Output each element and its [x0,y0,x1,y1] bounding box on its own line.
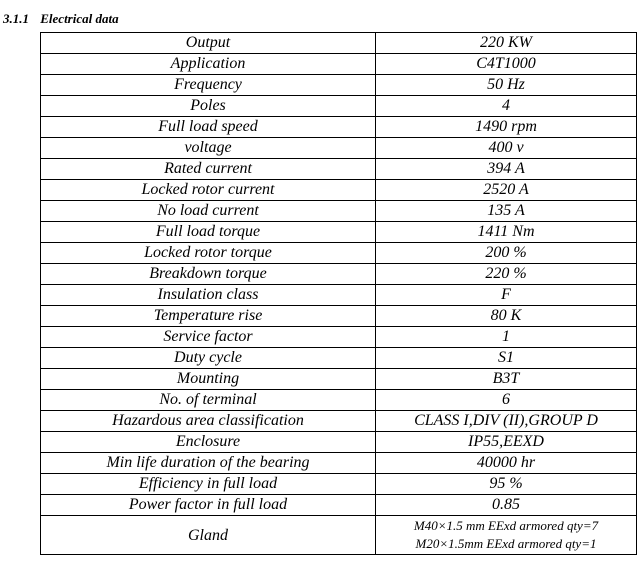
parameter-value: 2520 A [376,180,637,201]
table-row [41,117,637,138]
parameter-value: CLASS I,DIV (II),GROUP D [376,411,637,432]
parameter-label: Insulation class [41,285,376,306]
electrical-data-body [41,33,637,555]
table-row [41,411,637,432]
parameter-label: Full load torque [41,222,376,243]
parameter-label: Poles [41,96,376,117]
table-row [41,54,637,75]
table-row [41,33,637,54]
table-row [41,474,637,495]
parameter-label: Hazardous area classification [41,411,376,432]
parameter-label: Output [41,33,376,54]
parameter-value: 80 K [376,306,637,327]
parameter-label: No load current [41,201,376,222]
parameter-label: Temperature rise [41,306,376,327]
parameter-label: Duty cycle [41,348,376,369]
parameter-label: Frequency [41,75,376,96]
parameter-value: 220 % [376,264,637,285]
table-row [41,327,637,348]
parameter-value: 220 KW [376,33,637,54]
table-row [41,243,637,264]
parameter-value: 50 Hz [376,75,637,96]
table-row [41,348,637,369]
parameter-label: Rated current [41,159,376,180]
parameter-label: Locked rotor current [41,180,376,201]
parameter-label: Breakdown torque [41,264,376,285]
gland-label: Gland [41,516,376,555]
table-row [41,201,637,222]
parameter-label: Efficiency in full load [41,474,376,495]
table-row [41,495,637,516]
parameter-value: 1490 rpm [376,117,637,138]
table-row [41,264,637,285]
table-row [41,222,637,243]
gland-line-1: M40×1.5 mm EExd armored qty=7 [413,518,599,533]
parameter-value: 394 A [376,159,637,180]
parameter-value: 40000 hr [376,453,637,474]
table-row [41,159,637,180]
electrical-data-table [40,32,637,555]
parameter-label: Application [41,54,376,75]
table-row [41,75,637,96]
table-row [41,390,637,411]
parameter-label: Power factor in full load [41,495,376,516]
parameter-label: No. of terminal [41,390,376,411]
table-row [41,369,637,390]
parameter-label: Min life duration of the bearing [41,453,376,474]
section-number: 3.1.1 [3,11,29,26]
parameter-value: 4 [376,96,637,117]
table-row [41,285,637,306]
parameter-value: 6 [376,390,637,411]
table-row-gland [41,516,637,555]
table-row [41,306,637,327]
section-heading [3,11,119,27]
parameter-value: 0.85 [376,495,637,516]
table-row [41,96,637,117]
parameter-label: voltage [41,138,376,159]
parameter-value: 95 % [376,474,637,495]
parameter-value: B3T [376,369,637,390]
parameter-label: Locked rotor torque [41,243,376,264]
gland-line-2: M20×1.5mm EExd armored qty=1 [415,536,597,551]
parameter-value: IP55,EEXD [376,432,637,453]
table-row [41,453,637,474]
parameter-label: Enclosure [41,432,376,453]
parameter-label: Service factor [41,327,376,348]
parameter-value: 1 [376,327,637,348]
parameter-label: Full load speed [41,117,376,138]
parameter-label: Mounting [41,369,376,390]
parameter-value: F [376,285,637,306]
section-title: Electrical data [40,11,119,26]
parameter-value: 135 A [376,201,637,222]
table-row [41,138,637,159]
parameter-value: 400 v [376,138,637,159]
table-row [41,180,637,201]
table-row [41,432,637,453]
parameter-value: S1 [376,348,637,369]
parameter-value: 1411 Nm [376,222,637,243]
parameter-value: 200 % [376,243,637,264]
gland-value [376,516,637,555]
parameter-value: C4T1000 [376,54,637,75]
